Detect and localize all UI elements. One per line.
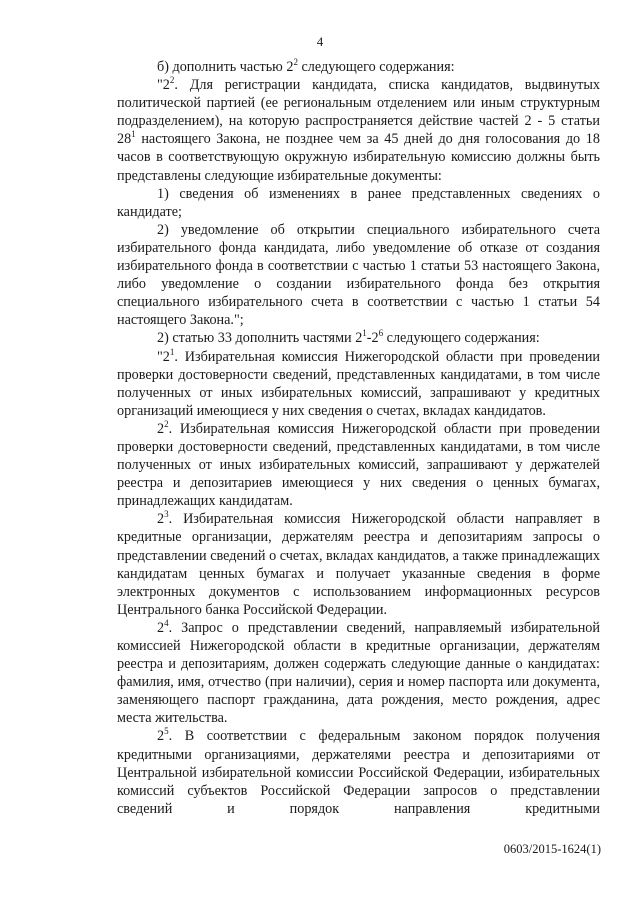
text-run: настоящего Закона, не позднее чем за 45 дней до дня голосования до 18 часов в соответствующую окружную избирательную комиссию должны быть представлены следующие избирательные документы: (117, 131, 600, 184)
paragraph-p22b (117, 420, 600, 510)
superscript: 1 (131, 129, 136, 140)
document-code: 0603/2015-1624(1) (503, 842, 601, 856)
text-run: . Избирательная комиссия Нижегородской области при проведении проверки достоверности сведений, представленных кандидатами, в том числе полученных от иных избирательных комиссий, запрашивают у кредитных организаций имеющиеся у них сведения о счетах, вкладах кандидатов. (117, 348, 600, 419)
text-run: "2 (157, 77, 170, 94)
superscript: 1 (362, 328, 367, 339)
paragraph-i2 (117, 221, 600, 330)
text-run: 1) сведения об изменениях в ранее представленных сведениях о кандидате; (117, 185, 600, 220)
text-run: следующего содержания: (383, 330, 540, 347)
text-run: следующего содержания: (297, 59, 455, 75)
text-run: 2 (157, 420, 165, 437)
superscript: 3 (164, 509, 169, 520)
text-run: 2 (157, 619, 165, 636)
superscript: 4 (164, 617, 169, 628)
document-body (117, 58, 600, 818)
text-run: "2 (157, 348, 170, 365)
paragraph-b (117, 58, 600, 76)
text-run: 2 (157, 728, 165, 745)
paragraph-i1 (117, 185, 600, 221)
superscript: 1 (169, 346, 175, 357)
text-run: . Избирательная комиссия Нижегородской области направляет в кредитные организации, держателям реестра и депозитариям запросы о представлении сведений о счетах, вкладах кандидатов, а также принадлежащих кандидатам ценных бумагах и получает указанные сведения в форме электронных документов с использованием информационных ресурсов Центрального банка Российской Федерации. (117, 511, 600, 618)
superscript: 5 (164, 726, 169, 737)
superscript: 2 (293, 57, 298, 67)
text-run: 2 (157, 511, 165, 528)
text-run: . В соответствии с федеральным законом порядок получения кредитными организациями, держателями реестра и депозитариями от Центральной избирательной комиссии Российской Федерации, избирательных комиссий субъектов Российской Федерации запросов о представлении сведений и порядок направления кредитными (117, 728, 600, 817)
paragraph-p23 (117, 510, 600, 619)
paragraph-p25 (117, 727, 600, 817)
superscript: 2 (164, 418, 169, 429)
paragraph-p22 (117, 76, 600, 185)
paragraph-p21 (117, 348, 600, 420)
page-number: 4 (316, 34, 324, 49)
paragraph-p24 (117, 619, 600, 728)
text-run: . Избирательная комиссия Нижегородской области при проведении проверки достоверности сведений, представленных кандидатами, в том числе полученных от иных избирательных комиссий, запрашивают у держателей реестра и депозитариев имеющиеся у них сведения о ценных бумагах, принадлежащих кандидатам. (117, 420, 600, 510)
paragraph-s33 (117, 329, 600, 347)
superscript: 6 (378, 328, 384, 339)
text-run: -2 (366, 330, 379, 347)
text-run: . Запрос о представлении сведений, направляемый избирательной комиссией Нижегородской области в кредитные организации, держателям реестра и депозитариям, должен содержать следующие данные о кандидатах: фамилия, имя, отчество (при наличии), серия и номер паспорта или документа, заменяющего паспорт гражданина, дата рождения, место рождения, адрес места жительства. (117, 619, 600, 727)
text-run: 2) статью 33 дополнить частями 2 (157, 330, 363, 347)
text-run: б) дополнить частью 2 (157, 59, 294, 75)
superscript: 2 (169, 75, 175, 86)
text-run: . Для регистрации кандидата, списка кандидатов, выдвинутых политической партией (ее региональным отделением или иным структурным подразделением), на которую распространяется действие частей 2 - 5 статьи 28 (117, 77, 600, 148)
text-run: 2) уведомление об открытии специального избирательного счета избирательного фонда кандидата, либо уведомление об отказе от создания избирательного фонда в соответствии с частью 1 статьи 53 настоящего Закона, либо уведомление о создании избирательного фонда без открытия специального избирательного счета в соответствии с частью 1 статьи 54 настоящего Закона."; (117, 221, 600, 329)
